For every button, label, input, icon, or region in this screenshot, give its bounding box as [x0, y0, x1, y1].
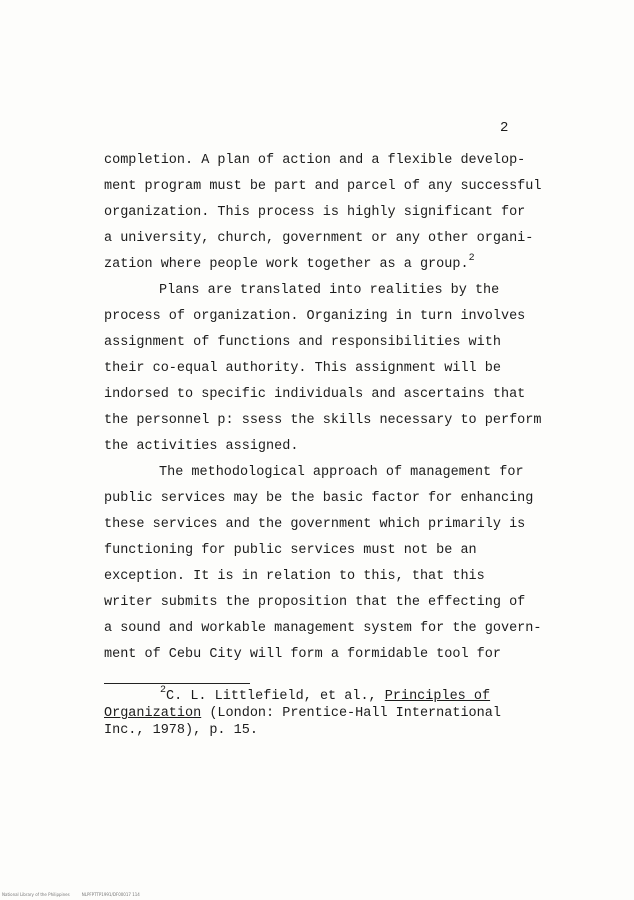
text-line: ment program must be part and parcel of any successful	[104, 179, 542, 194]
scan-library: National Library of the Philippines	[2, 892, 70, 897]
footnote	[104, 685, 544, 739]
footnote-line	[104, 685, 544, 705]
footnote-title: Principles of	[384, 689, 491, 704]
text-line: ment of Cebu City will form a formidable tool for	[104, 647, 501, 662]
text-line: writer submits the proposition that the effecting of	[104, 595, 526, 610]
text-line: completion. A plan of action and a flexible develop-	[104, 153, 526, 168]
text-line: functioning for public services must not be an	[104, 543, 477, 558]
text-line: Plans are translated into realities by the	[159, 283, 500, 298]
body-text	[104, 148, 544, 668]
scan-code: NLPFPTTP1991/DF00017 114	[81, 892, 140, 897]
text-line: a university, church, government or any other organi-	[104, 231, 534, 246]
footnote-reference: 2	[468, 253, 475, 264]
text-line: exception. It is in relation to this, that this	[104, 569, 485, 584]
text-line: a sound and workable management system for the govern-	[104, 621, 542, 636]
paragraph	[104, 278, 544, 460]
text-line: The methodological approach of management for	[159, 465, 524, 480]
paragraph	[104, 460, 544, 668]
text-line: their co-equal authority. This assignment will be	[104, 361, 501, 376]
text-line: process of organization. Organizing in turn involves	[104, 309, 526, 324]
text-line: public services may be the basic factor for enhancing	[104, 491, 534, 506]
text-line: these services and the government which primarily is	[104, 517, 526, 532]
footnote-author: C. L. Littlefield, et al.,	[166, 689, 385, 704]
text-line: organization. This process is highly significant for	[104, 205, 526, 220]
text-line: indorsed to specific individuals and ascertains that	[104, 387, 526, 402]
text-line: the activities assigned.	[104, 439, 299, 454]
footnote-publisher: (London: Prentice-Hall International	[201, 706, 501, 721]
paragraph	[104, 148, 544, 278]
footnote-line	[104, 705, 544, 722]
footnote-divider	[104, 683, 250, 684]
footnote-title: Organization	[104, 706, 202, 721]
footnote-marker: 2	[160, 685, 167, 696]
page-number: 2	[500, 120, 509, 136]
text-line: the personnel p: ssess the skills necessary to perform	[104, 413, 542, 428]
footnote-line: Inc., 1978), p. 15.	[104, 723, 258, 738]
text-line	[104, 252, 544, 278]
scan-label	[2, 892, 152, 897]
text-line: assignment of functions and responsibilities with	[104, 335, 501, 350]
text-segment: zation where people work together as a group.	[104, 257, 469, 272]
